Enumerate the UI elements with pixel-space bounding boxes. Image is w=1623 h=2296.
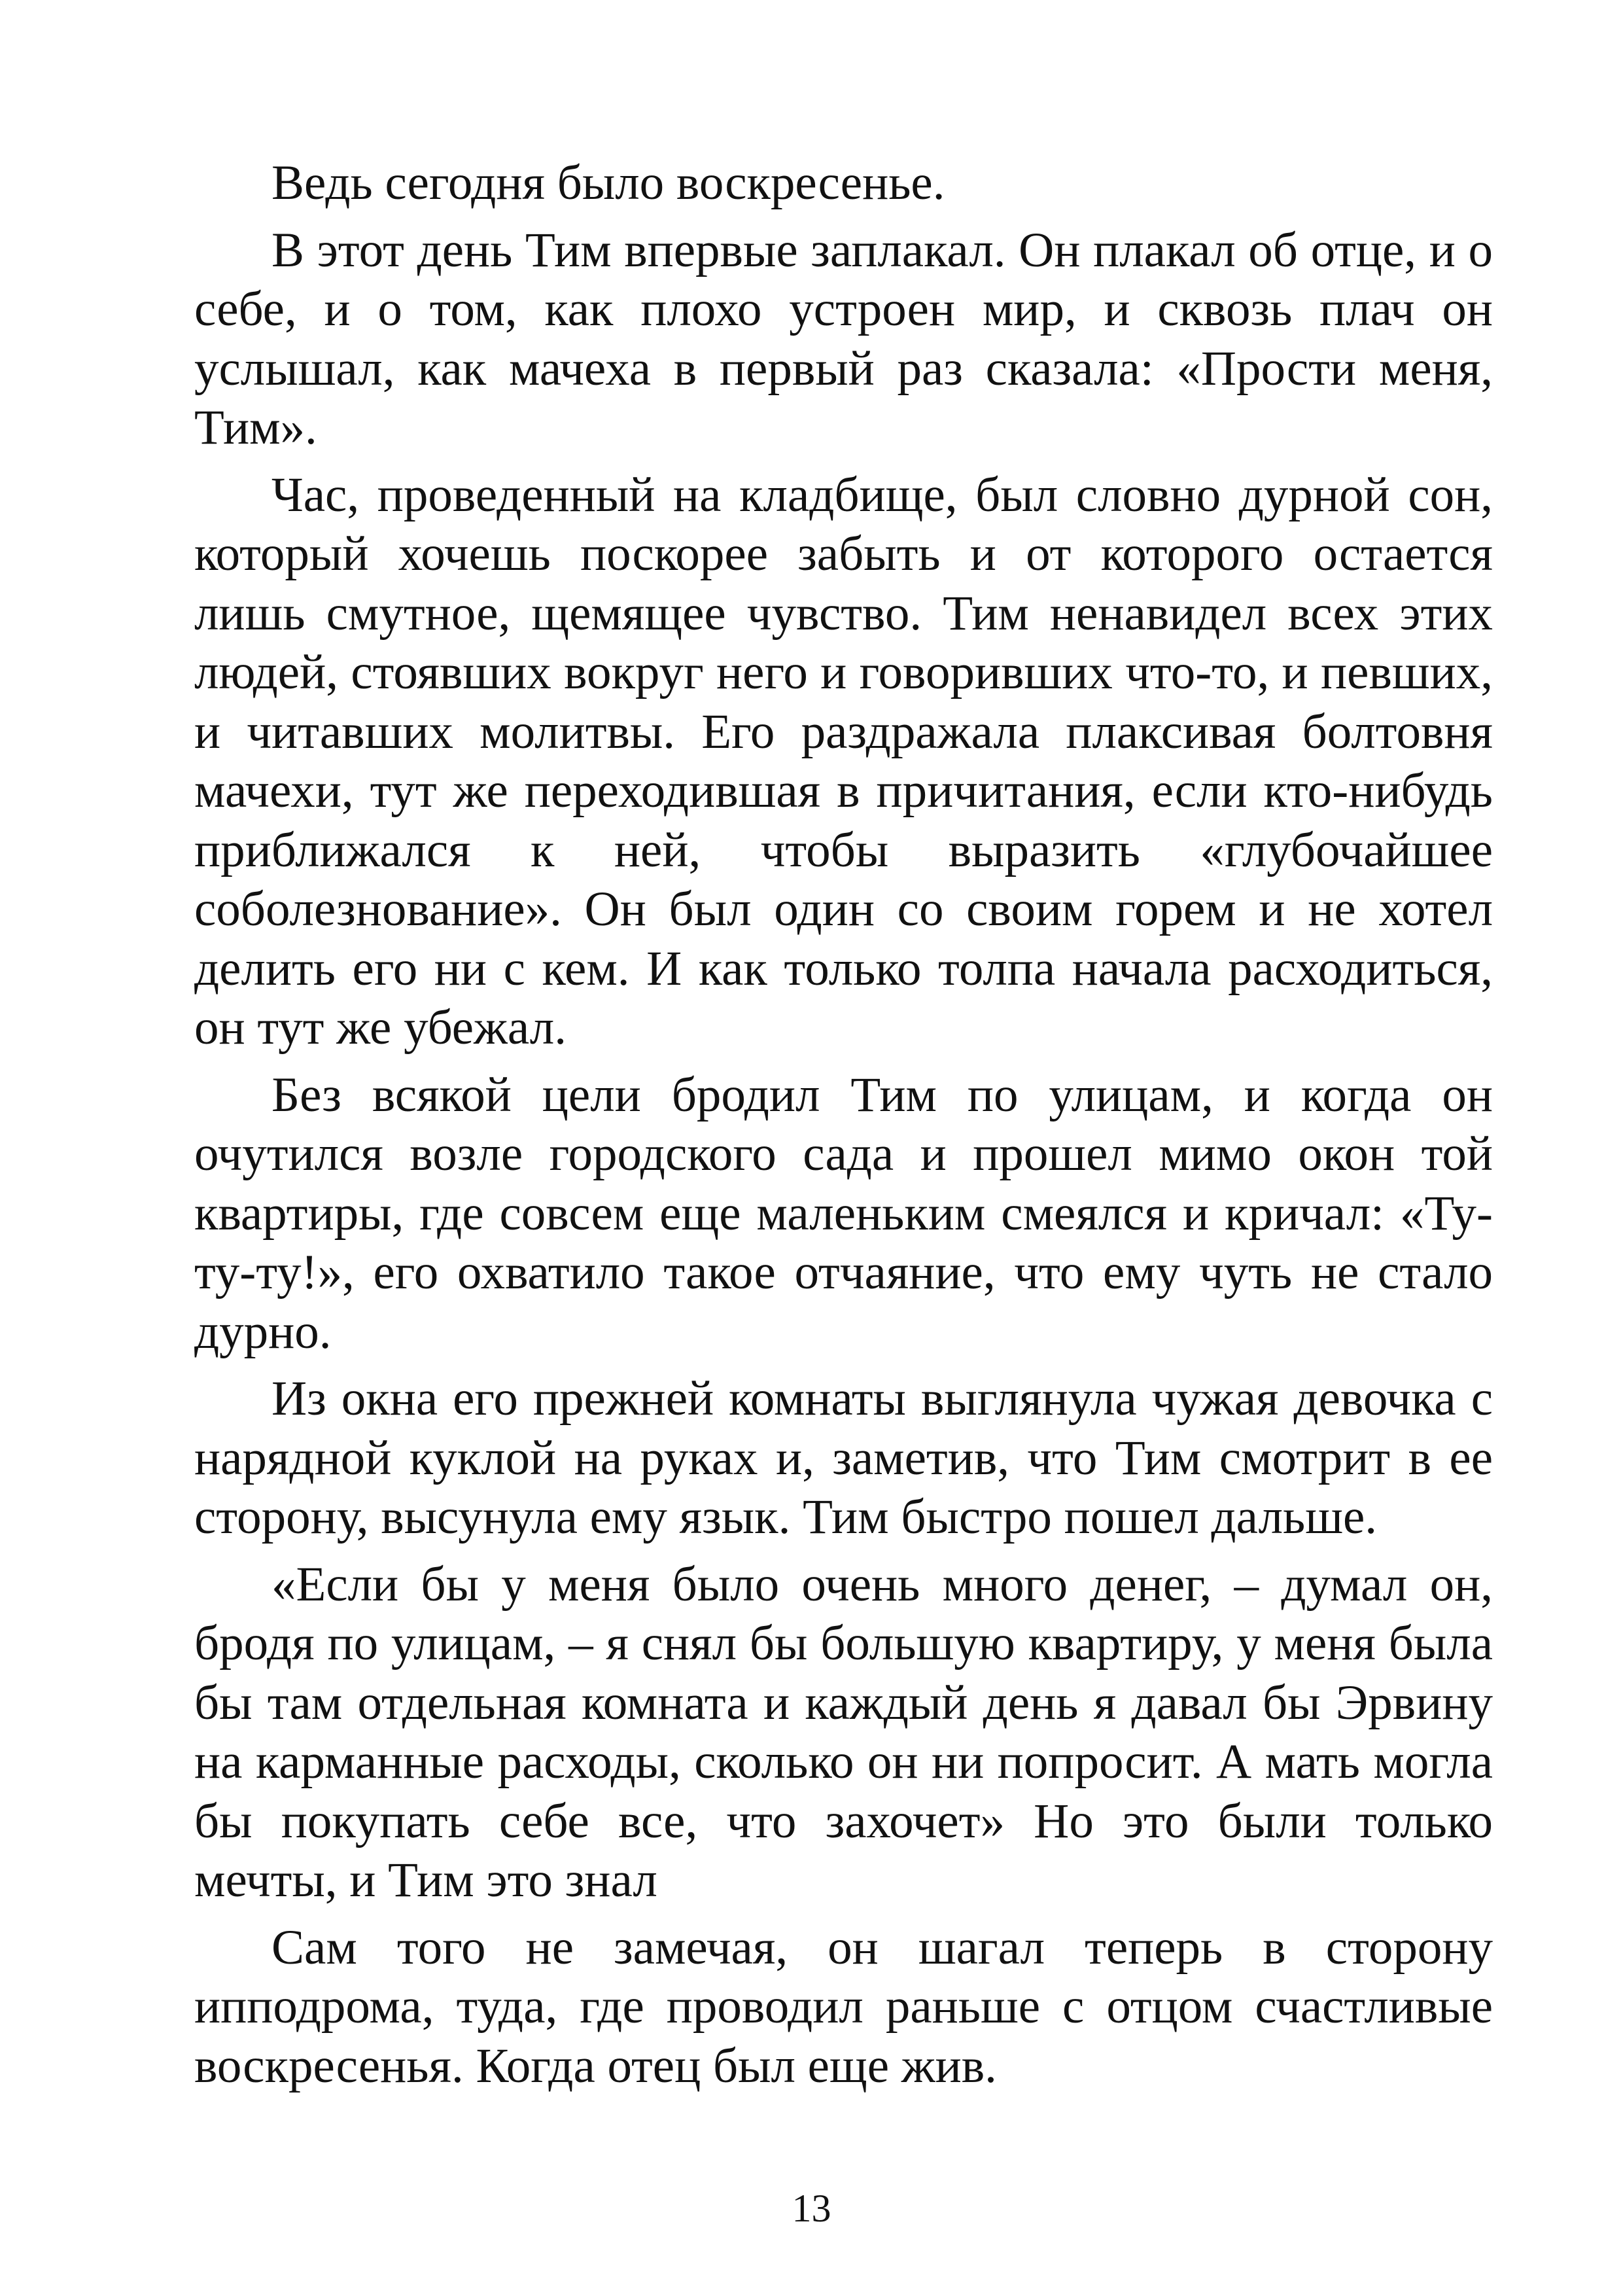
paragraph-5: Из окна его прежней комнаты выглянула чужая девочка с нарядной куклой на руках и, заметив, что Тим смотрит в ее сторону, высунула ему язык. Тим быстро пошел дальше.: [194, 1371, 1493, 1544]
page-number: 13: [792, 2187, 831, 2230]
paragraph-3: Час, проведенный на кладбище, был словно дурной сон, который хочешь поскорее забыть и от которого остается лишь смутное, щемящее чувство. Тим ненавидел всех этих людей, стоявших вокруг него и говоривших что-то, и певших, и читавших молитвы. Его раздражала плаксивая болтовня мачехи, тут же переходившая в причитания, если кто-нибудь приближался к ней, чтобы выразить «глубочайшее соболезнование». Он был один со своим горем и не хотел делить его ни с кем. И как только толпа начала расходиться, он тут же убежал.: [194, 467, 1493, 1055]
paragraph-2: В этот день Тим впервые заплакал. Он плакал об отце, и о себе, и о том, как плохо устроен мир, и сквозь плач он услышал, как мачеха в первый раз сказала: «Прости меня, Тим».: [194, 222, 1493, 455]
body-text: [194, 154, 1493, 2104]
paragraph-4: Без всякой цели бродил Тим по улицам, и когда он очутился возле городского сада и прошел мимо окон той квартиры, где совсем еще маленьким смеялся и кричал: «Ту-ту-ту!», его охватило такое отчаяние, что ему чуть не стало дурно.: [194, 1067, 1493, 1359]
paragraph-6: «Если бы у меня было очень много денег, – думал он, бродя по улицам, – я снял бы большую квартиру, у меня была бы там отдельная комната и каждый день я давал бы Эрвину на карманные расходы, сколько он ни попросит. А мать могла бы покупать себе все, что захочет» Но это были только мечты, и Тим это знал: [194, 1557, 1493, 1907]
paragraph-1: Ведь сегодня было воскресенье.: [271, 156, 945, 210]
paragraph-7: Сам того не замечая, он шагал теперь в сторону ипподрома, туда, где проводил раньше с отцом счастливые воскресенья. Когда отец был еще жив.: [194, 1920, 1493, 2093]
